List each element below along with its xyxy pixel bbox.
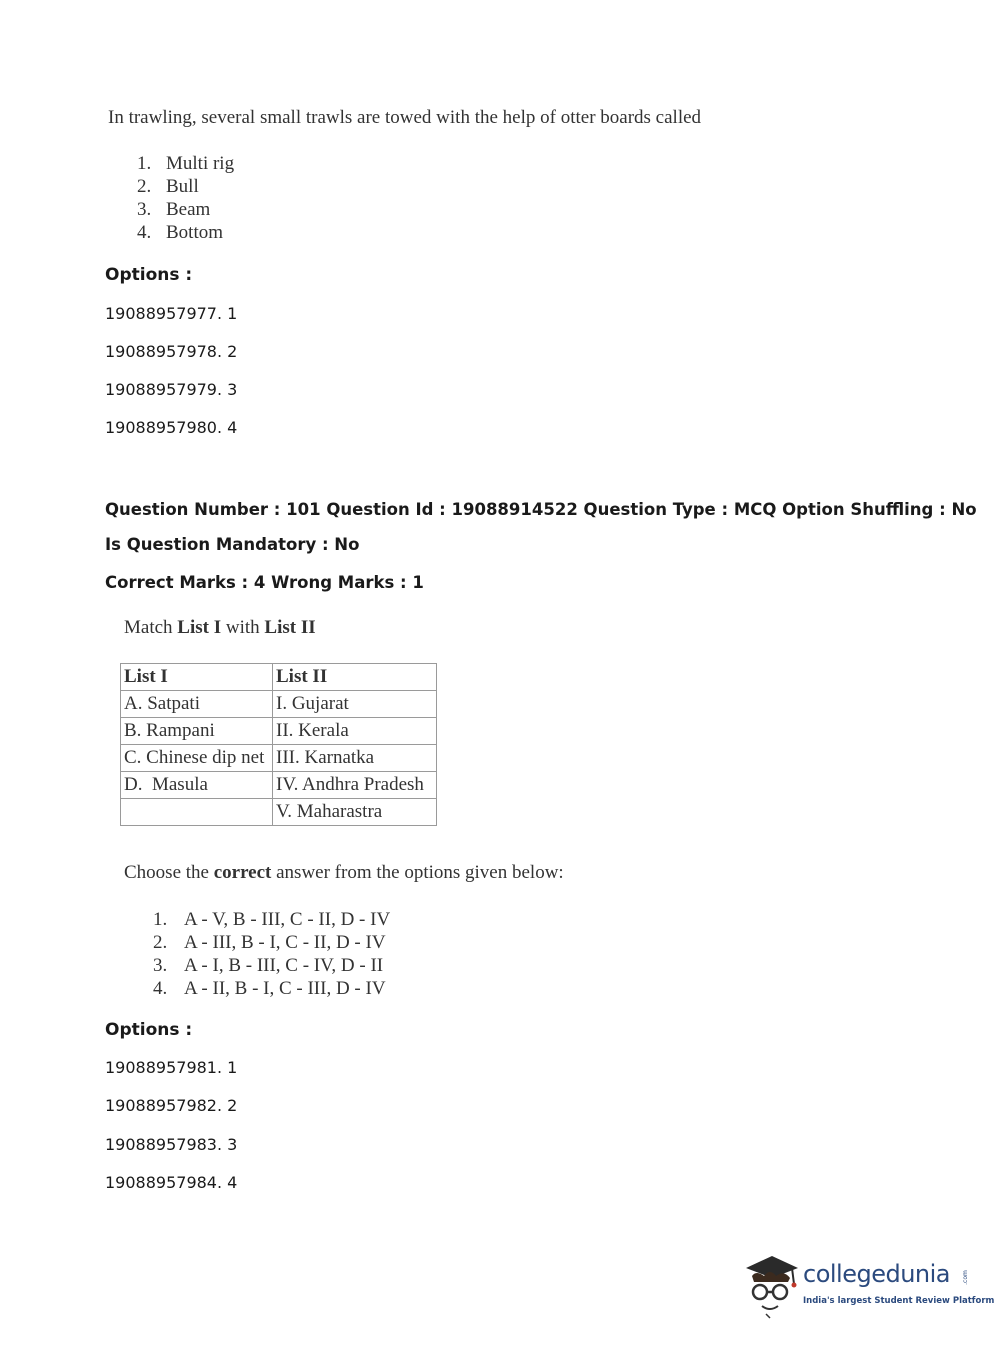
table-cell: C. Chinese dip net [121, 745, 273, 772]
option-line: 19088957978. 2 [105, 342, 238, 361]
table-cell: V. Maharastra [273, 799, 437, 826]
table-header-row [121, 664, 437, 691]
table-header: List II [273, 664, 437, 691]
table-cell: II. Kerala [273, 718, 437, 745]
list-item: 2. Bull [137, 176, 199, 197]
option-line: 19088957983. 3 [105, 1135, 238, 1154]
question-1-text: In trawling, several small trawls are towed with the help of otter boards called [108, 107, 702, 128]
option-line: 19088957979. 3 [105, 380, 238, 399]
table-cell: III. Karnatka [273, 745, 437, 772]
brand-tagline: India's largest Student Review Platform [803, 1296, 995, 1306]
table-cell: IV. Andhra Pradesh [273, 772, 437, 799]
match-table [120, 663, 437, 826]
list-item: 2. A - III, B - I, C - II, D - IV [153, 932, 386, 953]
table-cell: B. Rampani [121, 718, 273, 745]
list-item: 4. Bottom [137, 222, 224, 243]
list-item: 3. A - I, B - III, C - IV, D - II [153, 955, 384, 976]
question-meta-line: Question Number : 101 Question Id : 19088914522 Question Type : MCQ Option Shuffling : No [105, 500, 977, 519]
brand-name: collegedunia [803, 1260, 951, 1288]
list-item: 4. A - II, B - I, C - III, D - IV [153, 978, 386, 999]
brand-suffix: .com [961, 1270, 969, 1285]
list-item: 1. Multi rig [137, 153, 235, 174]
collegedunia-mascot-icon [742, 1250, 802, 1320]
options-label: Options : [105, 1020, 193, 1040]
table-header: List I [121, 664, 273, 691]
list-item: 3. Beam [137, 199, 211, 220]
marks-line: Correct Marks : 4 Wrong Marks : 1 [105, 573, 424, 592]
options-label: Options : [105, 265, 193, 285]
option-line: 19088957977. 1 [105, 304, 238, 323]
table-row [121, 745, 437, 772]
question-1-choices [137, 152, 234, 244]
table-cell: A. Satpati [121, 691, 273, 718]
table-cell: I. Gujarat [273, 691, 437, 718]
question-2-intro: Match List I with List II [124, 617, 316, 638]
table-cell [121, 799, 273, 826]
option-line: 19088957984. 4 [105, 1173, 238, 1192]
question-mandatory-line: Is Question Mandatory : No [105, 535, 360, 554]
option-line: 19088957980. 4 [105, 418, 238, 437]
table-row [121, 799, 437, 826]
option-line: 19088957981. 1 [105, 1058, 238, 1077]
list-item: 1. A - V, B - III, C - II, D - IV [153, 909, 391, 930]
option-line: 19088957982. 2 [105, 1096, 238, 1115]
table-row [121, 691, 437, 718]
table-row [121, 772, 437, 799]
question-2-instruction: Choose the correct answer from the options given below: [124, 862, 564, 883]
table-cell: D. Masula [121, 772, 273, 799]
table-row [121, 718, 437, 745]
question-2-choices [153, 908, 390, 1000]
